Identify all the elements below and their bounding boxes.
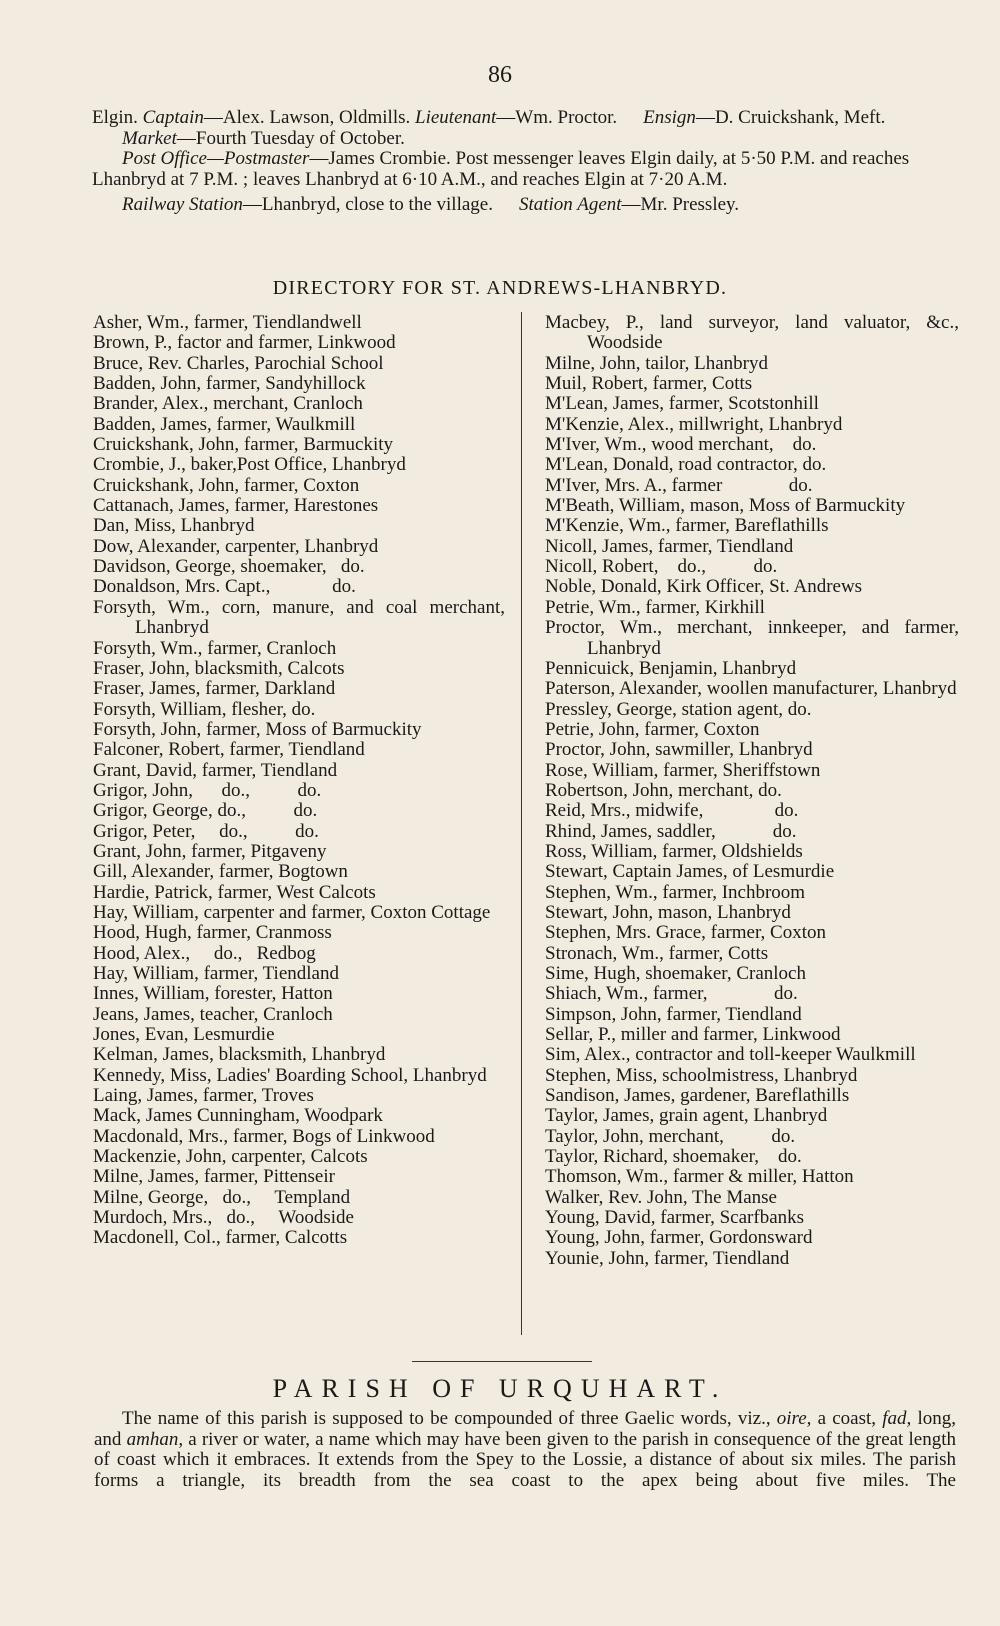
directory-entry: Fraser, James, farmer, Darkland <box>93 678 336 700</box>
directory-entry: Milne, James, farmer, Pittenseir <box>93 1166 335 1188</box>
railway-label: Railway Station <box>122 194 243 216</box>
captain-label: Captain <box>142 107 204 128</box>
directory-entry: Asher, Wm., farmer, Tiendlandwell <box>93 312 362 333</box>
parish-title: PARISH OF URQUHART. <box>272 1374 728 1403</box>
gaelic-word-fad: fad, <box>882 1408 912 1429</box>
directory-entry: Macdonell, Col., farmer, Calcotts <box>93 1227 348 1249</box>
directory-entry: M'Kenzie, Alex., millwright, Lhanbryd <box>545 413 843 435</box>
directory-entry: Milne, John, tailor, Lhanbryd <box>545 352 768 374</box>
directory-entry: Mack, James Cunningham, Woodpark <box>93 1105 383 1127</box>
directory-entry: Stephen, Mrs. Grace, farmer, Coxton <box>545 922 826 944</box>
lieutenant-label: Lieutenant <box>415 107 497 128</box>
directory-entry: Cruickshank, John, farmer, Barmuckity <box>93 434 394 456</box>
directory-entry: Stephen, Wm., farmer, Inchbroom <box>545 881 806 903</box>
directory-entry: Badden, John, farmer, Sandyhillock <box>93 373 366 395</box>
column-divider <box>521 312 522 1335</box>
post-office-label: Post Office—Postmaster <box>122 148 310 170</box>
directory-entry: M'Lean, James, farmer, Scotstonhill <box>545 393 819 415</box>
directory-entry: Forsyth, William, flesher, do. <box>93 698 316 720</box>
directory-entry: Sime, Hugh, shoemaker, Cranloch <box>545 963 806 984</box>
directory-entry: Innes, William, forester, Hatton <box>93 983 333 1005</box>
directory-entry: Grant, John, farmer, Pitgaveny <box>93 840 327 862</box>
directory-entry: Rose, William, farmer, Sheriffstown <box>545 759 821 781</box>
directory-entry: Dan, Miss, Lhanbryd <box>93 515 255 537</box>
directory-entry: Hardie, Patrick, farmer, West Calcots <box>93 881 376 903</box>
directory-entry: Macdonald, Mrs., farmer, Bogs of Linkwood <box>93 1125 435 1147</box>
lieutenant-value: —Wm. Proctor. <box>496 107 618 128</box>
directory-entry: Forsyth, Wm., farmer, Cranloch <box>93 637 337 659</box>
railway-value: —Lhanbryd, close to the village. <box>242 194 493 216</box>
directory-entry: Sellar, P., miller and farmer, Linkwood <box>545 1024 841 1046</box>
directory-entry: Nicoll, James, farmer, Tiendland <box>545 535 794 557</box>
directory-entry: Stewart, John, mason, Lhanbryd <box>545 901 791 923</box>
directory-entry: Forsyth, Wm., corn, manure, and coal merchant, Lhanbryd <box>93 596 510 639</box>
directory-entry: Forsyth, John, farmer, Moss of Barmuckity <box>93 718 422 740</box>
directory-entry: M'Iver, Mrs. A., farmer do. <box>545 474 813 496</box>
directory-entry: Cruickshank, John, farmer, Coxton <box>93 474 360 496</box>
directory-entry: Fraser, John, blacksmith, Calcots <box>93 657 345 679</box>
gaelic-word-oire: oire, <box>776 1408 812 1429</box>
directory-entry: Robertson, John, merchant, do. <box>545 779 782 801</box>
directory-heading: DIRECTORY FOR ST. ANDREWS-LHANBRYD. <box>272 277 728 299</box>
directory-entry: Petrie, Wm., farmer, Kirkhill <box>545 596 765 618</box>
directory-entry: Cattanach, James, farmer, Harestones <box>93 495 379 517</box>
station-agent-value: —Mr. Pressley. <box>621 194 740 216</box>
directory-entry: Young, David, farmer, Scarfbanks <box>545 1207 805 1229</box>
directory-left-column <box>93 312 510 1249</box>
ensign-value: —D. Cruickshank, Meft. <box>695 107 886 128</box>
directory-entry: M'Kenzie, Wm., farmer, Bareflathills <box>545 515 829 537</box>
directory-entry: Young, John, farmer, Gordonsward <box>545 1227 813 1249</box>
parish-officials-block <box>92 108 960 216</box>
captain-value: —Alex. Lawson, Oldmills. <box>203 107 411 128</box>
directory-entry: Jeans, James, teacher, Cranloch <box>93 1003 333 1025</box>
section-rule <box>412 1361 592 1362</box>
directory-entry: M'Lean, Donald, road contractor, do. <box>545 454 827 476</box>
place-name: Elgin. <box>92 107 138 128</box>
directory-entry: Kelman, James, blacksmith, Lhanbryd <box>93 1044 386 1066</box>
directory-entry: Brander, Alex., merchant, Cranloch <box>93 393 363 415</box>
directory-entry: Hay, William, carpenter and farmer, Coxton Cottage <box>93 901 491 923</box>
directory-entry: Ross, William, farmer, Oldshields <box>545 840 803 862</box>
directory-entry: Stronach, Wm., farmer, Cotts <box>545 942 769 964</box>
directory-entry: Milne, George, do., Templand <box>93 1186 351 1208</box>
directory-entry: Proctor, John, sawmiller, Lhanbryd <box>545 739 813 761</box>
directory-entry: Pennicuick, Benjamin, Lhanbryd <box>545 657 797 679</box>
volunteers-line <box>92 108 960 129</box>
directory-entry: Rhind, James, saddler, do. <box>545 820 797 842</box>
postmaster-value: —James Crombie. <box>309 148 451 170</box>
directory-entry: Donaldson, Mrs. Capt., do. <box>93 576 356 598</box>
directory-entry: Nicoll, Robert, do., do. <box>545 556 778 578</box>
directory-entry: Stephen, Miss, schoolmistress, Lhanbryd <box>545 1064 858 1086</box>
parish-paragraph <box>94 1409 956 1491</box>
directory-entry: M'Iver, Wm., wood merchant, do. <box>545 434 817 456</box>
directory-entry: Younie, John, farmer, Tiendland <box>545 1247 790 1269</box>
directory-entry: Macbey, P., land surveyor, land valuator, &c., Woodside <box>545 312 964 354</box>
directory-entry: Simpson, John, farmer, Tiendland <box>545 1003 802 1025</box>
page-number: 86 <box>488 62 512 88</box>
directory-entry: Pressley, George, station agent, do. <box>545 698 812 720</box>
market-label: Market <box>122 127 177 149</box>
post-office-line <box>92 149 960 190</box>
directory-entry: Hood, Alex., do., Redbog <box>93 942 316 964</box>
directory-entry: Davidson, George, shoemaker, do. <box>93 556 365 578</box>
directory-entry: Shiach, Wm., farmer, do. <box>545 983 798 1005</box>
directory-entry: Kennedy, Miss, Ladies' Boarding School, Lhanbryd <box>93 1064 487 1086</box>
station-agent-label: Station Agent <box>518 194 622 216</box>
directory-entry: Bruce, Rev. Charles, Parochial School <box>93 352 384 374</box>
directory-entry: Paterson, Alexander, woollen manufacturer, Lhanbryd <box>545 678 957 700</box>
directory-entry: Hay, William, farmer, Tiendland <box>93 963 339 984</box>
parish-description <box>94 1409 956 1491</box>
directory-entry: Taylor, James, grain agent, Lhanbryd <box>545 1105 828 1127</box>
directory-entry: Noble, Donald, Kirk Officer, St. Andrews <box>545 576 863 598</box>
directory-entry: Falconer, Robert, farmer, Tiendland <box>93 739 365 761</box>
directory-entry: Grigor, Peter, do., do. <box>93 820 319 842</box>
directory-entry: Jones, Evan, Lesmurdie <box>93 1024 275 1046</box>
directory-entry: Mackenzie, John, carpenter, Calcots <box>93 1146 368 1168</box>
directory-entry: Petrie, John, farmer, Coxton <box>545 718 760 740</box>
directory-entry: Laing, James, farmer, Troves <box>93 1085 314 1107</box>
parish-text-1: The name of this parish is supposed to be compounded of three Gaelic words, viz., <box>122 1408 777 1429</box>
parish-text-4: a river or water, a name which may have been given to the parish in consequence of the great length of coast which it embraces. It extends from the Spey to the Lossie, a distance of about six miles. The parish forms a triangle, its breadth from the sea coast to the apex being about five miles. The <box>94 1428 956 1491</box>
directory-entry: M'Beath, William, mason, Moss of Barmuckity <box>545 495 906 517</box>
railway-line <box>92 195 960 216</box>
directory-entry: Stewart, Captain James, of Lesmurdie <box>545 861 835 883</box>
directory-entry: Sim, Alex., contractor and toll-keeper Waulkmill <box>545 1044 916 1066</box>
directory-entry: Gill, Alexander, farmer, Bogtown <box>93 861 348 883</box>
directory-entry: Walker, Rev. John, The Manse <box>545 1186 777 1208</box>
ensign-label: Ensign <box>643 107 696 128</box>
directory-right-column <box>545 312 964 1269</box>
parish-text-3: long, and <box>94 1408 956 1450</box>
directory-entry: Thomson, Wm., farmer & miller, Hatton <box>545 1166 854 1188</box>
directory-entry: Murdoch, Mrs., do., Woodside <box>93 1207 354 1229</box>
post-messenger-text: Post messenger leaves Elgin daily, at 5·50 P.M. and reaches Lhanbryd at 7 P.M. ; leaves Lhanbryd at 6·10 A.M., and reaches Elgin at 7·20 A.M. <box>92 148 910 190</box>
directory-entry: Sandison, James, gardener, Bareflathills <box>545 1085 850 1107</box>
directory-entry: Brown, P., factor and farmer, Linkwood <box>93 332 396 354</box>
directory-entry: Dow, Alexander, carpenter, Lhanbryd <box>93 535 379 557</box>
directory-entry: Badden, James, farmer, Waulkmill <box>93 413 356 435</box>
directory-entry: Grigor, George, do., do. <box>93 800 318 822</box>
directory-entry: Reid, Mrs., midwife, do. <box>545 800 799 822</box>
market-value: —Fourth Tuesday of October. <box>176 127 405 149</box>
directory-entry: Muil, Robert, farmer, Cotts <box>545 373 753 395</box>
directory-entry: Hood, Hugh, farmer, Cranmoss <box>93 922 332 944</box>
parish-text-2: a coast, <box>811 1408 883 1429</box>
directory-entry: Grigor, John, do., do. <box>93 779 322 801</box>
directory-entry: Crombie, J., baker,Post Office, Lhanbryd <box>93 454 406 476</box>
directory-entry: Taylor, John, merchant, do. <box>545 1125 796 1147</box>
gaelic-word-amhan: amhan, <box>126 1428 184 1450</box>
directory-entry: Grant, David, farmer, Tiendland <box>93 759 338 781</box>
directory-entry: Taylor, Richard, shoemaker, do. <box>545 1146 802 1168</box>
directory-entry: Proctor, Wm., merchant, innkeeper, and farmer, Lhanbryd <box>545 617 964 659</box>
market-line <box>92 129 960 150</box>
